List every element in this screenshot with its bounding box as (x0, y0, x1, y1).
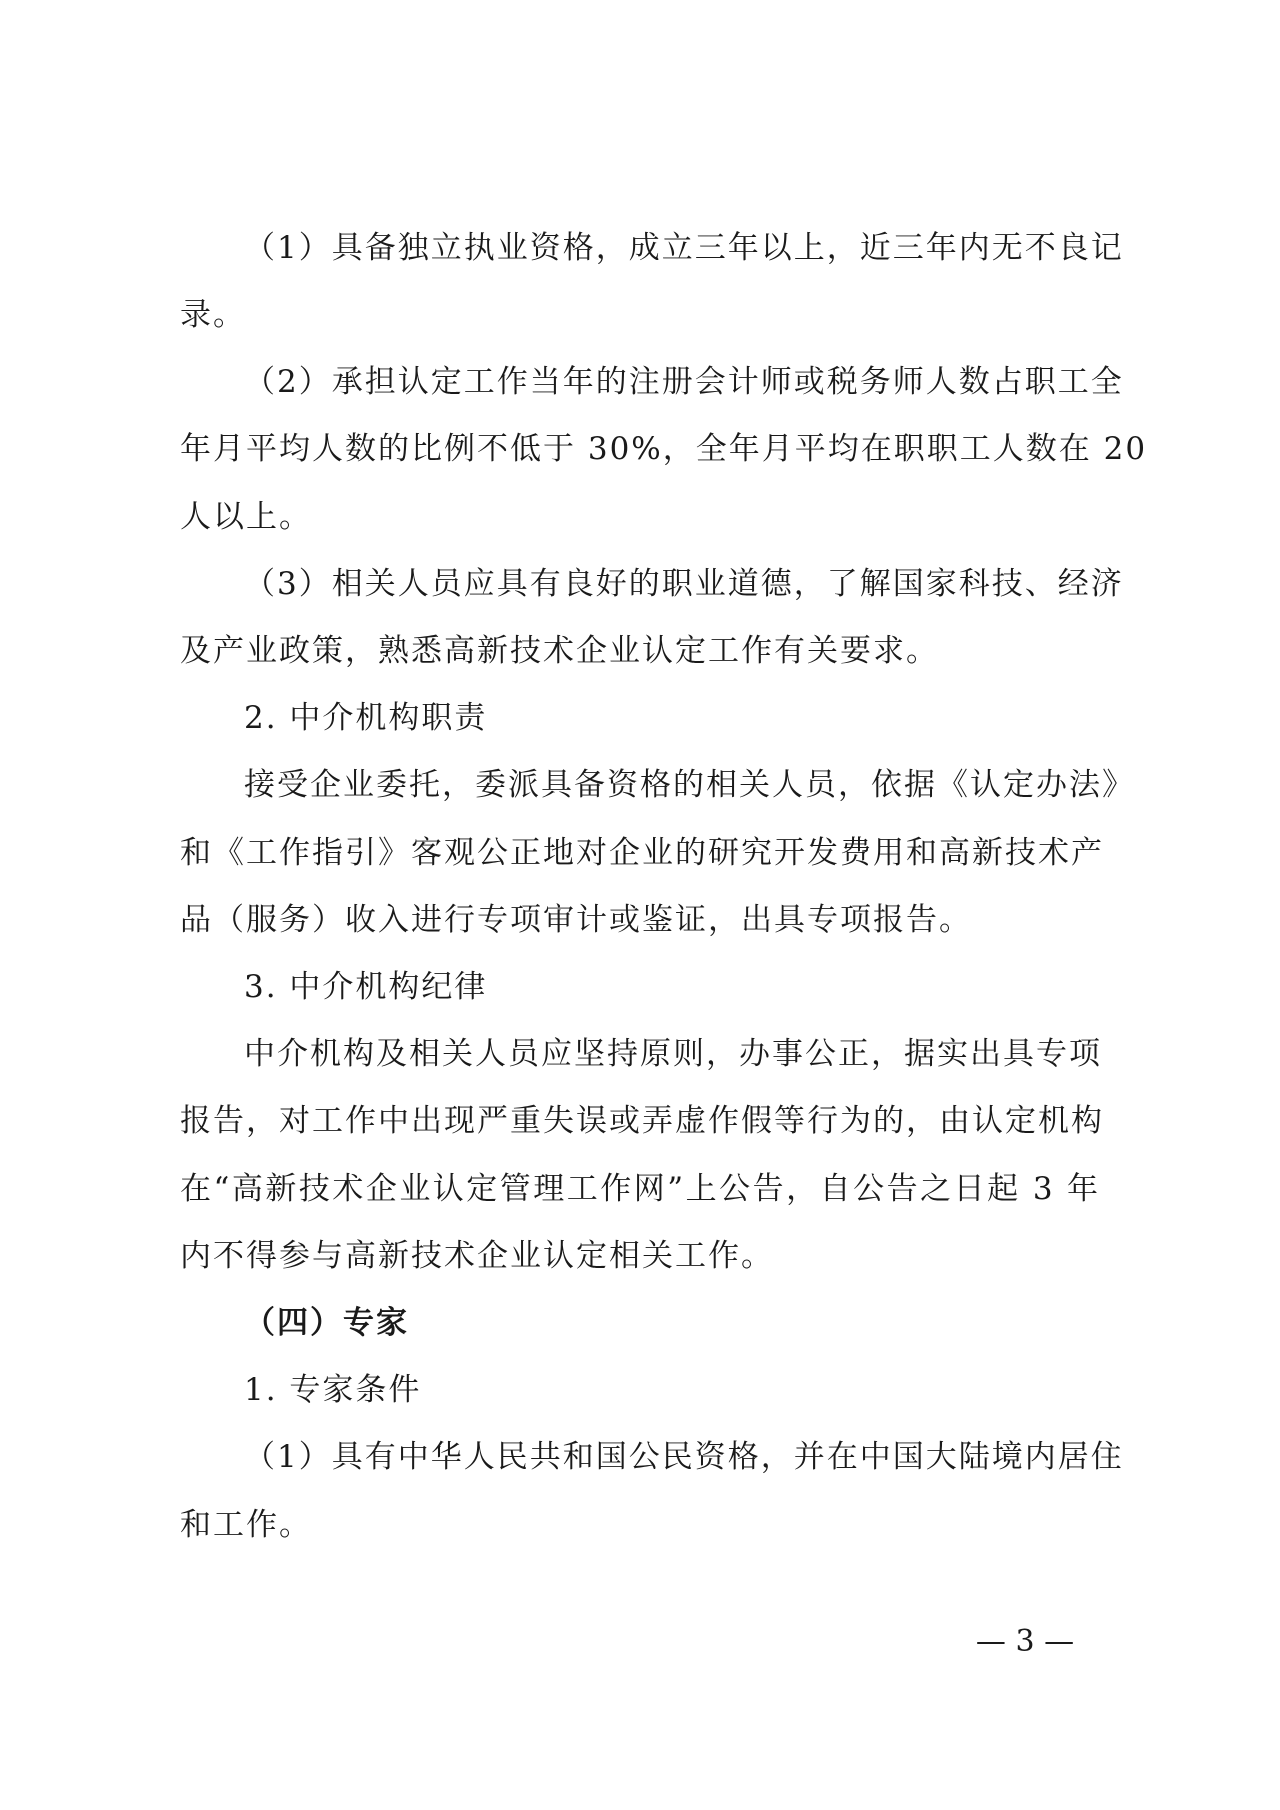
paragraph-line: 和《工作指引》客观公正地对企业的研究开发费用和高新技术产 (180, 835, 1104, 871)
paragraph-line: 品（服务）收入进行专项审计或鉴证，出具专项报告。 (180, 902, 972, 938)
paragraph-line: （1）具有中华人民共和国公民资格，并在中国大陆境内居住 (244, 1439, 1124, 1475)
page-number: — 3 — (975, 1624, 1075, 1659)
paragraph-line: 报告，对工作中出现严重失误或弄虚作假等行为的，由认定机构 (180, 1103, 1104, 1139)
paragraph-line: 和工作。 (180, 1507, 312, 1543)
paragraph-line: 接受企业委托，委派具备资格的相关人员，依据《认定办法》 (244, 767, 1135, 803)
paragraph-line: 中介机构及相关人员应坚持原则，办事公正，据实出具专项 (244, 1036, 1102, 1072)
paragraph-line: 内不得参与高新技术企业认定相关工作。 (180, 1238, 774, 1274)
section-heading: 2. 中介机构职责 (244, 700, 488, 736)
paragraph-line: 年月平均人数的比例不低于 30%，全年月平均在职职工人数在 20 (180, 431, 1148, 467)
paragraph-line: （1）具备独立执业资格，成立三年以上，近三年内无不良记 (244, 230, 1124, 266)
section-heading: 1. 专家条件 (244, 1372, 422, 1408)
paragraph-line: 及产业政策，熟悉高新技术企业认定工作有关要求。 (180, 633, 939, 669)
paragraph-line: （3）相关人员应具有良好的职业道德，了解国家科技、经济 (244, 566, 1124, 602)
paragraph-line: 录。 (180, 297, 246, 333)
section-heading: 3. 中介机构纪律 (244, 969, 488, 1005)
paragraph-line: 在“高新技术企业认定管理工作网”上公告，自公告之日起 3 年 (180, 1171, 1100, 1207)
paragraph-line: 人以上。 (180, 499, 312, 535)
section-heading: （四）专家 (244, 1305, 409, 1341)
paragraph-line: （2）承担认定工作当年的注册会计师或税务师人数占职工全 (244, 364, 1124, 400)
